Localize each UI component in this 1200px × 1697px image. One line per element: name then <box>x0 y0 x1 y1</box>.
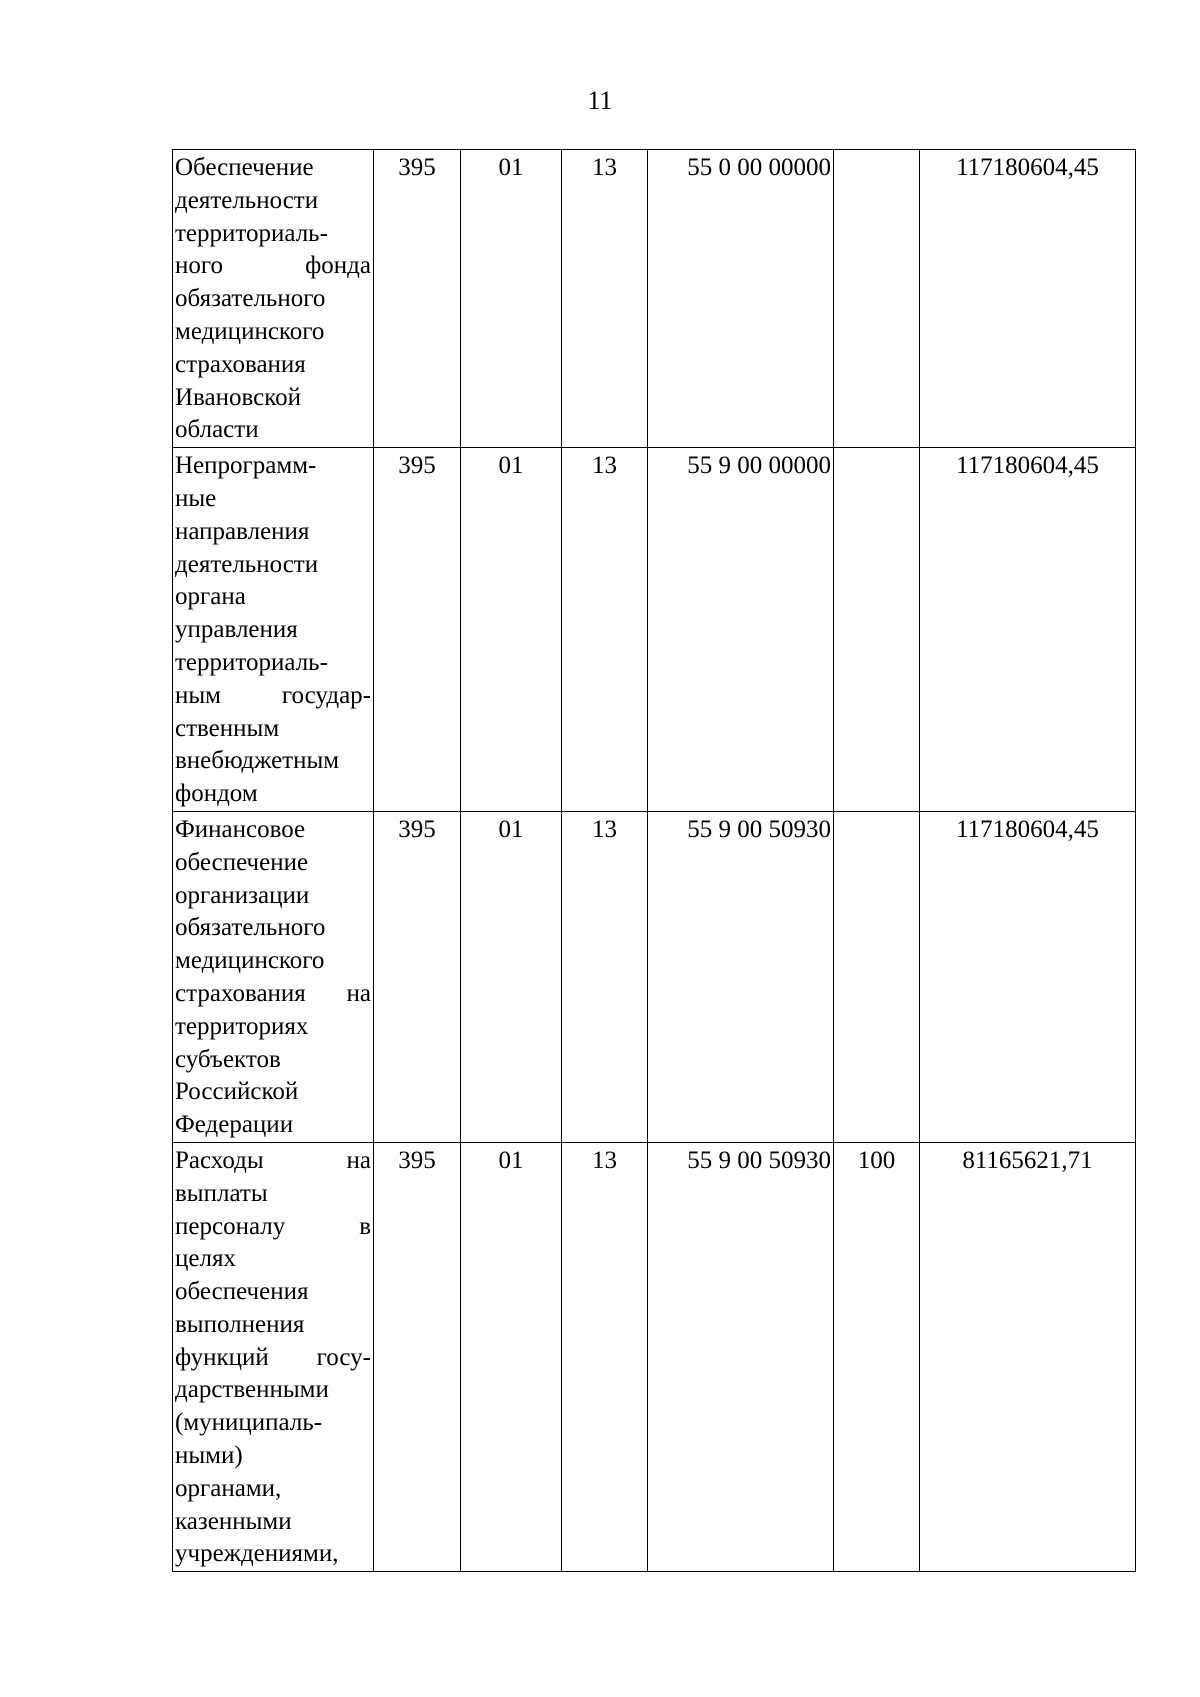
row-name-line: Финансовое <box>175 815 306 843</box>
amount-cell: 117180604,45 <box>920 150 1136 448</box>
row-name-cell <box>173 150 374 448</box>
row-name-line: субъектов <box>175 1045 281 1073</box>
subsection-cell: 13 <box>562 811 648 1142</box>
row-name-line: ного фонда <box>175 252 371 280</box>
row-name-line: обязательного <box>175 285 326 313</box>
expense-type-cell <box>834 811 920 1142</box>
row-name-line: обеспечения <box>175 1278 309 1306</box>
row-name-line: деятельности <box>175 186 319 214</box>
table-row <box>173 448 1136 812</box>
row-name-line: (муниципаль- <box>175 1409 323 1437</box>
table-row <box>173 1142 1136 1571</box>
row-name-line: обязательного <box>175 914 326 942</box>
budget-table <box>172 149 1136 1572</box>
section-cell: 01 <box>461 448 562 812</box>
section-cell: 01 <box>461 150 562 448</box>
row-name-line: территориаль- <box>175 219 328 247</box>
row-name-line: территориаль- <box>175 648 328 676</box>
target-article-cell: 55 9 00 00000 <box>648 448 834 812</box>
amount-cell: 81165621,71 <box>920 1142 1136 1571</box>
row-name-line: ственным <box>175 714 280 742</box>
row-name-line: деятельности <box>175 550 319 578</box>
table-row <box>173 811 1136 1142</box>
target-article-cell: 55 9 00 50930 <box>648 1142 834 1571</box>
row-name-line: Расходы на <box>175 1146 371 1174</box>
subsection-cell: 13 <box>562 448 648 812</box>
target-article-cell: 55 0 00 00000 <box>648 150 834 448</box>
row-name-line: Федерации <box>175 1111 294 1139</box>
row-name-line: ные <box>175 484 217 512</box>
row-name-line: казенными <box>175 1507 292 1535</box>
amount-cell: 117180604,45 <box>920 448 1136 812</box>
row-name-line: Российской <box>175 1078 299 1106</box>
row-name-line: выплаты <box>175 1179 268 1207</box>
grbs-cell: 395 <box>374 811 461 1142</box>
row-name-line: страхования <box>175 350 306 378</box>
expense-type-cell: 100 <box>834 1142 920 1571</box>
row-name-cell <box>173 811 374 1142</box>
page-number: 11 <box>587 86 613 115</box>
expense-type-cell <box>834 150 920 448</box>
table-row <box>173 150 1136 448</box>
row-name-line: функций госу- <box>175 1343 371 1371</box>
row-name-line: управления <box>175 616 298 644</box>
section-cell: 01 <box>461 1142 562 1571</box>
subsection-cell: 13 <box>562 1142 648 1571</box>
row-name-line: выполнения <box>175 1310 305 1338</box>
row-name-line: медицинского <box>175 947 325 975</box>
section-cell: 01 <box>461 811 562 1142</box>
row-name-line: Обеспечение <box>175 154 314 181</box>
grbs-cell: 395 <box>374 1142 461 1571</box>
row-name-line: персоналу в <box>175 1212 371 1240</box>
row-name-line: Ивановской <box>175 383 302 411</box>
row-name-line: дарственными <box>175 1376 329 1404</box>
grbs-cell: 395 <box>374 150 461 448</box>
table-body <box>173 150 1136 1572</box>
row-name-cell <box>173 1142 374 1571</box>
subsection-cell: 13 <box>562 150 648 448</box>
row-name-line: медицинского <box>175 317 325 345</box>
row-name-line: органами, <box>175 1474 282 1502</box>
row-name-line: ным государ- <box>175 681 371 709</box>
target-article-cell: 55 9 00 50930 <box>648 811 834 1142</box>
row-name-line: организации <box>175 881 310 909</box>
grbs-cell: 395 <box>374 448 461 812</box>
row-name-line: учреждениями, <box>175 1540 339 1568</box>
row-name-cell <box>173 448 374 812</box>
row-name-line: страхования на <box>175 979 371 1007</box>
amount-cell: 117180604,45 <box>920 811 1136 1142</box>
row-name-line: Непрограмм- <box>175 452 317 480</box>
row-name-line: области <box>175 416 259 444</box>
row-name-line: территориях <box>175 1012 309 1040</box>
row-name-line: ными) <box>175 1442 243 1470</box>
expense-type-cell <box>834 448 920 812</box>
row-name-line: направления <box>175 517 310 545</box>
row-name-line: внебюджетным <box>175 747 340 775</box>
row-name-line: органа <box>175 583 246 611</box>
row-name-line: обеспечение <box>175 848 309 876</box>
row-name-line: фондом <box>175 780 258 808</box>
row-name-line: целях <box>175 1245 236 1273</box>
